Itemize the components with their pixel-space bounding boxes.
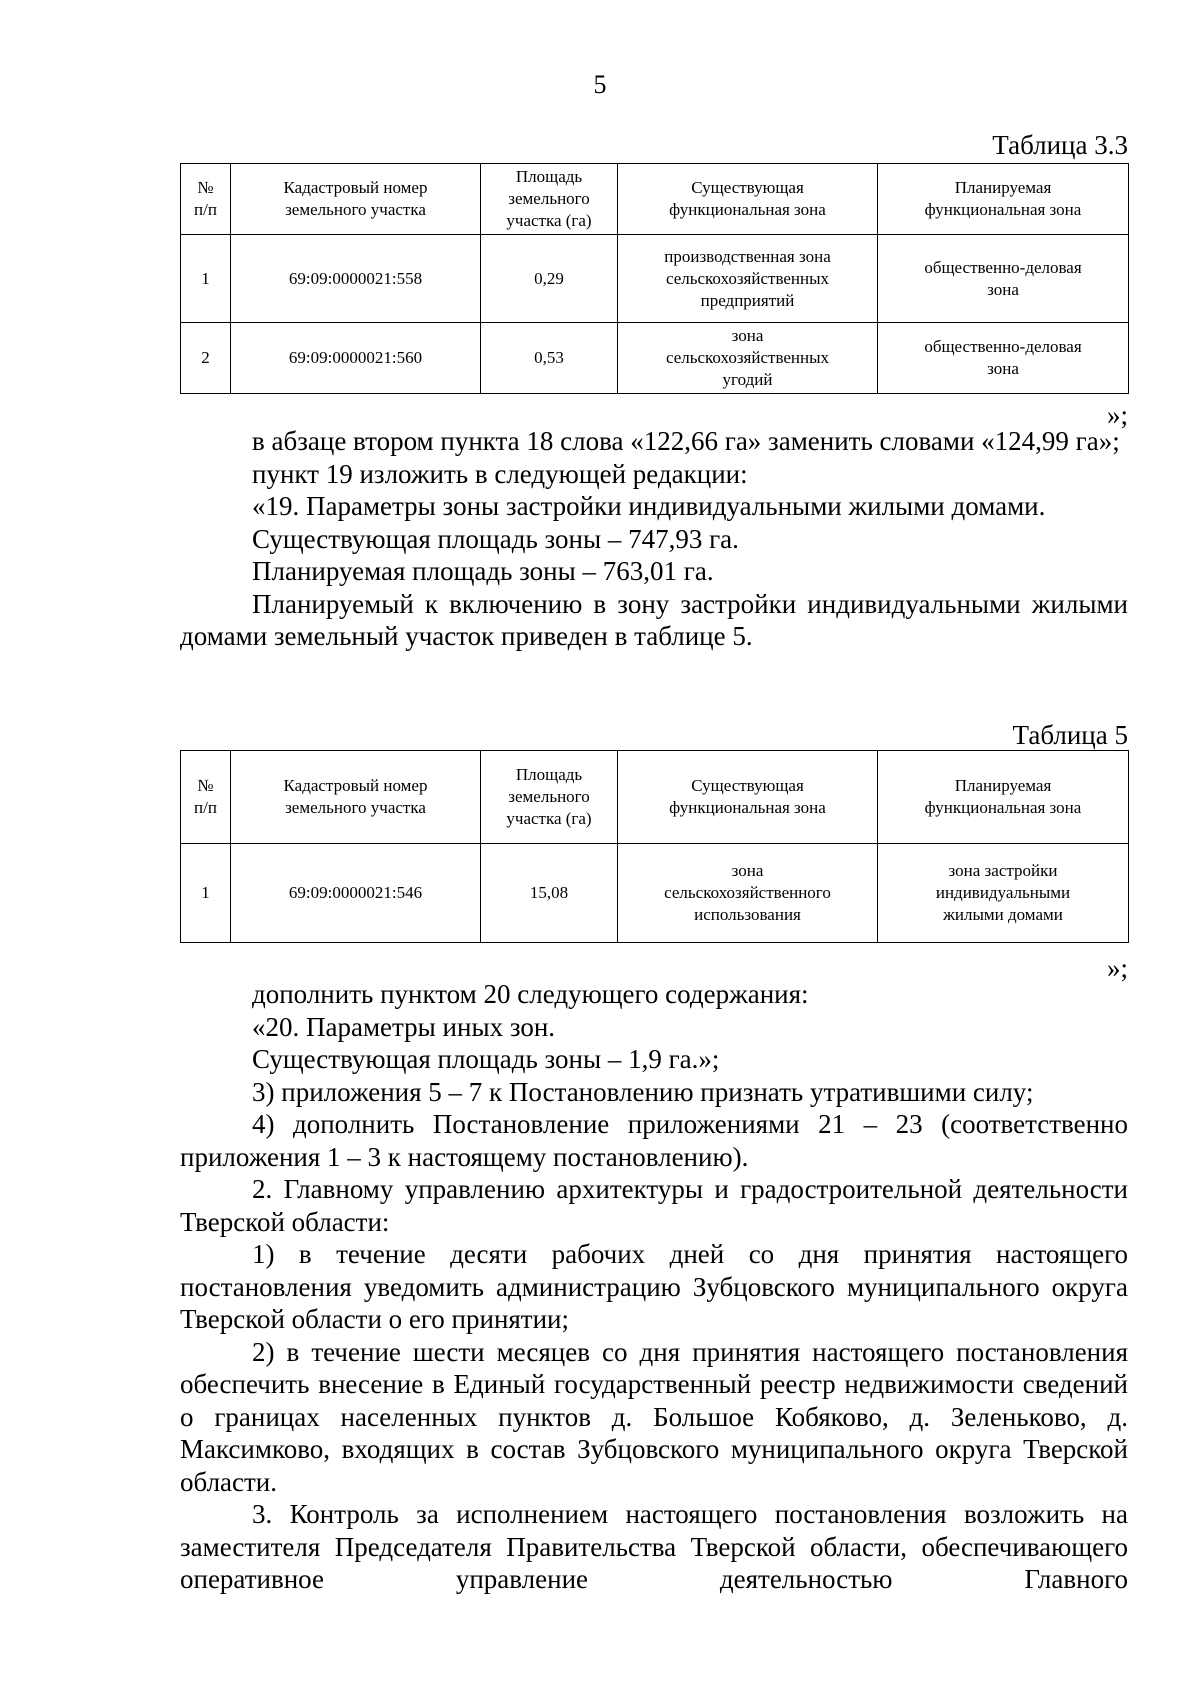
cell-planned-zone: общественно-деловая зона xyxy=(878,323,1129,394)
paragraph: «19. Параметры зоны застройки индивидуальными жилыми домами. xyxy=(252,491,1046,521)
paragraph: в абзаце втором пункта 18 слова «122,66 га» заменить словами «124,99 га»; xyxy=(252,426,1120,456)
cell-cadastral: 69:09:0000021:558 xyxy=(231,235,481,323)
header-planned-zone: Планируемая функциональная зона xyxy=(878,751,1129,844)
closing-quote: »; xyxy=(1106,953,1128,983)
cell-area: 0,53 xyxy=(481,323,618,394)
land-table-3-3 xyxy=(180,163,1129,394)
header-number: № п/п xyxy=(181,164,231,235)
header-area: Площадь земельного участка (га) xyxy=(481,164,618,235)
table-row xyxy=(181,844,1129,943)
cell-existing-zone: производственная зона сельскохозяйственных предприятий xyxy=(618,235,878,323)
cell-existing-zone: зона сельскохозяйственного использования xyxy=(618,844,878,943)
cell-planned-zone: общественно-деловая зона xyxy=(878,235,1129,323)
paragraph: Планируемый к включению в зону застройки индивидуальными жилыми домами земельный участок приведен в таблице 5. xyxy=(180,588,1128,651)
page-number: 5 xyxy=(593,70,607,99)
paragraph: 3. Контроль за исполнением настоящего постановления возложить на заместителя Председателя Правительства Тверской области, обеспечивающего оперативное управление деятельностью Главного xyxy=(180,1499,1128,1594)
paragraph: пункт 19 изложить в следующей редакции: xyxy=(252,458,748,489)
header-planned-zone: Планируемая функциональная зона xyxy=(878,164,1129,235)
paragraph: дополнить пунктом 20 следующего содержания: xyxy=(252,979,809,1009)
cell-number: 1 xyxy=(181,844,231,943)
cell-number: 1 xyxy=(181,235,231,323)
header-number: № п/п xyxy=(181,751,231,844)
table-caption: Таблица 5 xyxy=(1012,720,1128,750)
header-area: Площадь земельного участка (га) xyxy=(481,751,618,844)
land-table-5 xyxy=(180,750,1129,943)
paragraph: Существующая площадь зоны – 1,9 га.»; xyxy=(252,1044,720,1074)
cell-area: 0,29 xyxy=(481,235,618,323)
paragraph: Существующая площадь зоны – 747,93 га. xyxy=(252,523,739,554)
cell-cadastral: 69:09:0000021:560 xyxy=(231,323,481,394)
cell-planned-zone: зона застройки индивидуальными жилыми домами xyxy=(878,844,1129,943)
paragraph: Планируемая площадь зоны – 763,01 га. xyxy=(252,556,714,586)
paragraph: 1) в течение десяти рабочих дней со дня принятия настоящего постановления уведомить администрацию Зубцовского муниципального округа Тверской области о его принятии; xyxy=(180,1239,1128,1334)
table-row xyxy=(181,235,1129,323)
paragraph: 2. Главному управлению архитектуры и градостроительной деятельности Тверской области: xyxy=(180,1174,1128,1237)
cell-area: 15,08 xyxy=(481,844,618,943)
paragraph: 3) приложения 5 – 7 к Постановлению признать утратившими силу; xyxy=(252,1076,1034,1107)
body-text-2 xyxy=(180,978,1128,1596)
paragraph: 2) в течение шести месяцев со дня принятия настоящего постановления обеспечить внесение в Единый государственный реестр недвижимости сведений о границах населенных пунктов д. Большое Кобяково, д. Зеленьково, д. Максимково, входящих в состав Зубцовского муниципального округа Тверской области. xyxy=(180,1336,1128,1497)
header-existing-zone: Существующая функциональная зона xyxy=(618,751,878,844)
header-cadastral: Кадастровый номер земельного участка xyxy=(231,164,481,235)
paragraph: «20. Параметры иных зон. xyxy=(252,1011,556,1042)
cell-cadastral: 69:09:0000021:546 xyxy=(231,844,481,943)
cell-existing-zone: зона сельскохозяйственных угодий xyxy=(618,323,878,394)
header-cadastral: Кадастровый номер земельного участка xyxy=(231,751,481,844)
paragraph: 4) дополнить Постановление приложениями 21 – 23 (соответственно приложения 1 – 3 к настоящему постановлению). xyxy=(180,1109,1128,1172)
table-row xyxy=(181,323,1129,394)
cell-number: 2 xyxy=(181,323,231,394)
closing-quote: »; xyxy=(1106,400,1128,430)
body-text-1 xyxy=(180,425,1128,653)
header-existing-zone: Существующая функциональная зона xyxy=(618,164,878,235)
table-caption: Таблица 3.3 xyxy=(992,130,1128,160)
